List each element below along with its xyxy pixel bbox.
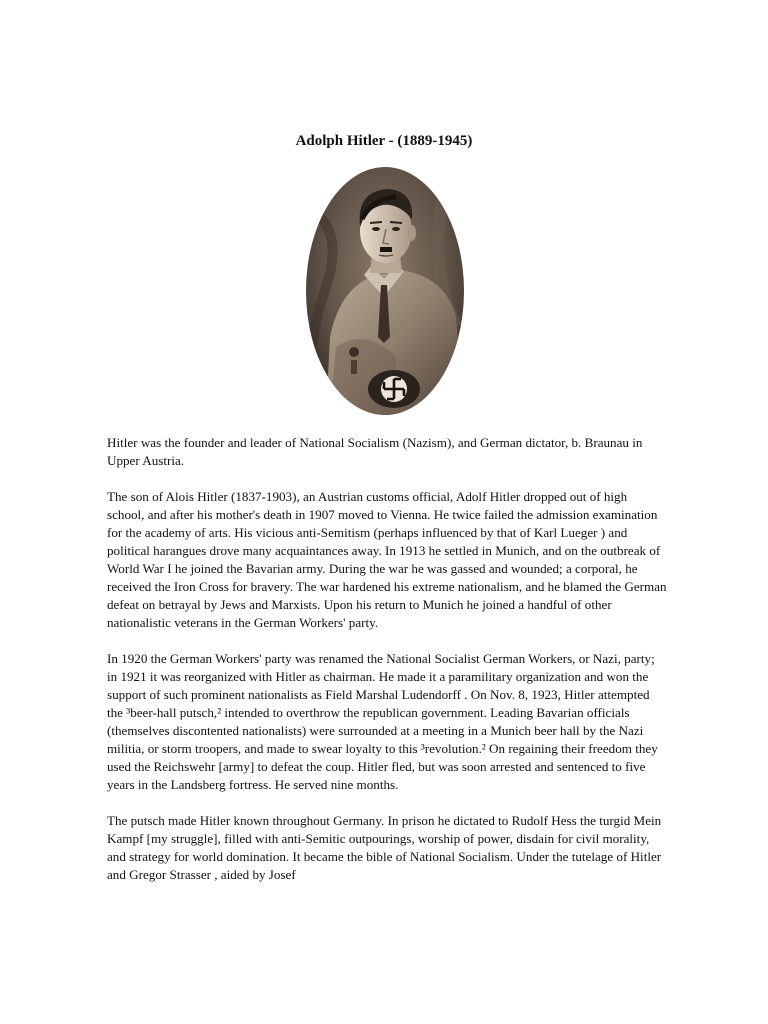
paragraph-mein-kampf: The putsch made Hitler known throughout Germany. In prison he dictated to Rudolf Hess the turgid Mein Kampf [my struggle], filled with anti-Semitic outpourings, worship of power, disdain for civil morality, and strategy for world domination. It became the bible of National Socialism. Under the tutelage of Hitler and Gregor Strasser , aided by Josef [107,813,662,882]
portrait-photo [306,167,464,415]
paragraph-intro: Hitler was the founder and leader of National Socialism (Nazism), and German dictator, b. Braunau in Upper Austria. [107,435,643,468]
paragraph-nazi-party: In 1920 the German Workers' party was renamed the National Socialist German Workers, or Nazi, party; in 1921 it was reorganized with Hitler as chairman. He made it a paramilitary organization and won the support of such prominent nationalists as Field Marshal Ludendorff . On Nov. 8, 1923, Hitler attempted the ³beer-hall putsch,² intended to overthrow the republican government. Leading Bavarian officials (themselves discontented nationalists) were surrounded at a meeting in a Munich beer hall by the Nazi militia, or storm troopers, and made to swear loyalty to this ³revolution.² On regaining their freedom they used the Reichswehr [army] to defeat the coup. Hitler fled, but was soon arrested and sentenced to five years in the Landsberg fortress. He served nine months. [107,651,658,792]
document-body [107,434,667,902]
paragraph-early-life: The son of Alois Hitler (1837-1903), an Austrian customs official, Adolf Hitler dropped out of high school, and after his mother's death in 1907 moved to Vienna. He twice failed the admission examination for the academy of arts. His vicious anti-Semitism (perhaps influenced by that of Karl Lueger ) and political harangues drove many acquaintances away. In 1913 he settled in Munich, and on the outbreak of World War I he joined the Bavarian army. During the war he was gassed and wounded; a corporal, he received the Iron Cross for bravery. The war hardened his extreme nationalism, and he blamed the German defeat on betrayal by Jews and Marxists. Upon his return to Munich he joined a handful of other nationalistic veterans in the German Workers' party. [107,489,667,630]
document-title: Adolph Hitler - (1889-1945) [295,133,473,149]
